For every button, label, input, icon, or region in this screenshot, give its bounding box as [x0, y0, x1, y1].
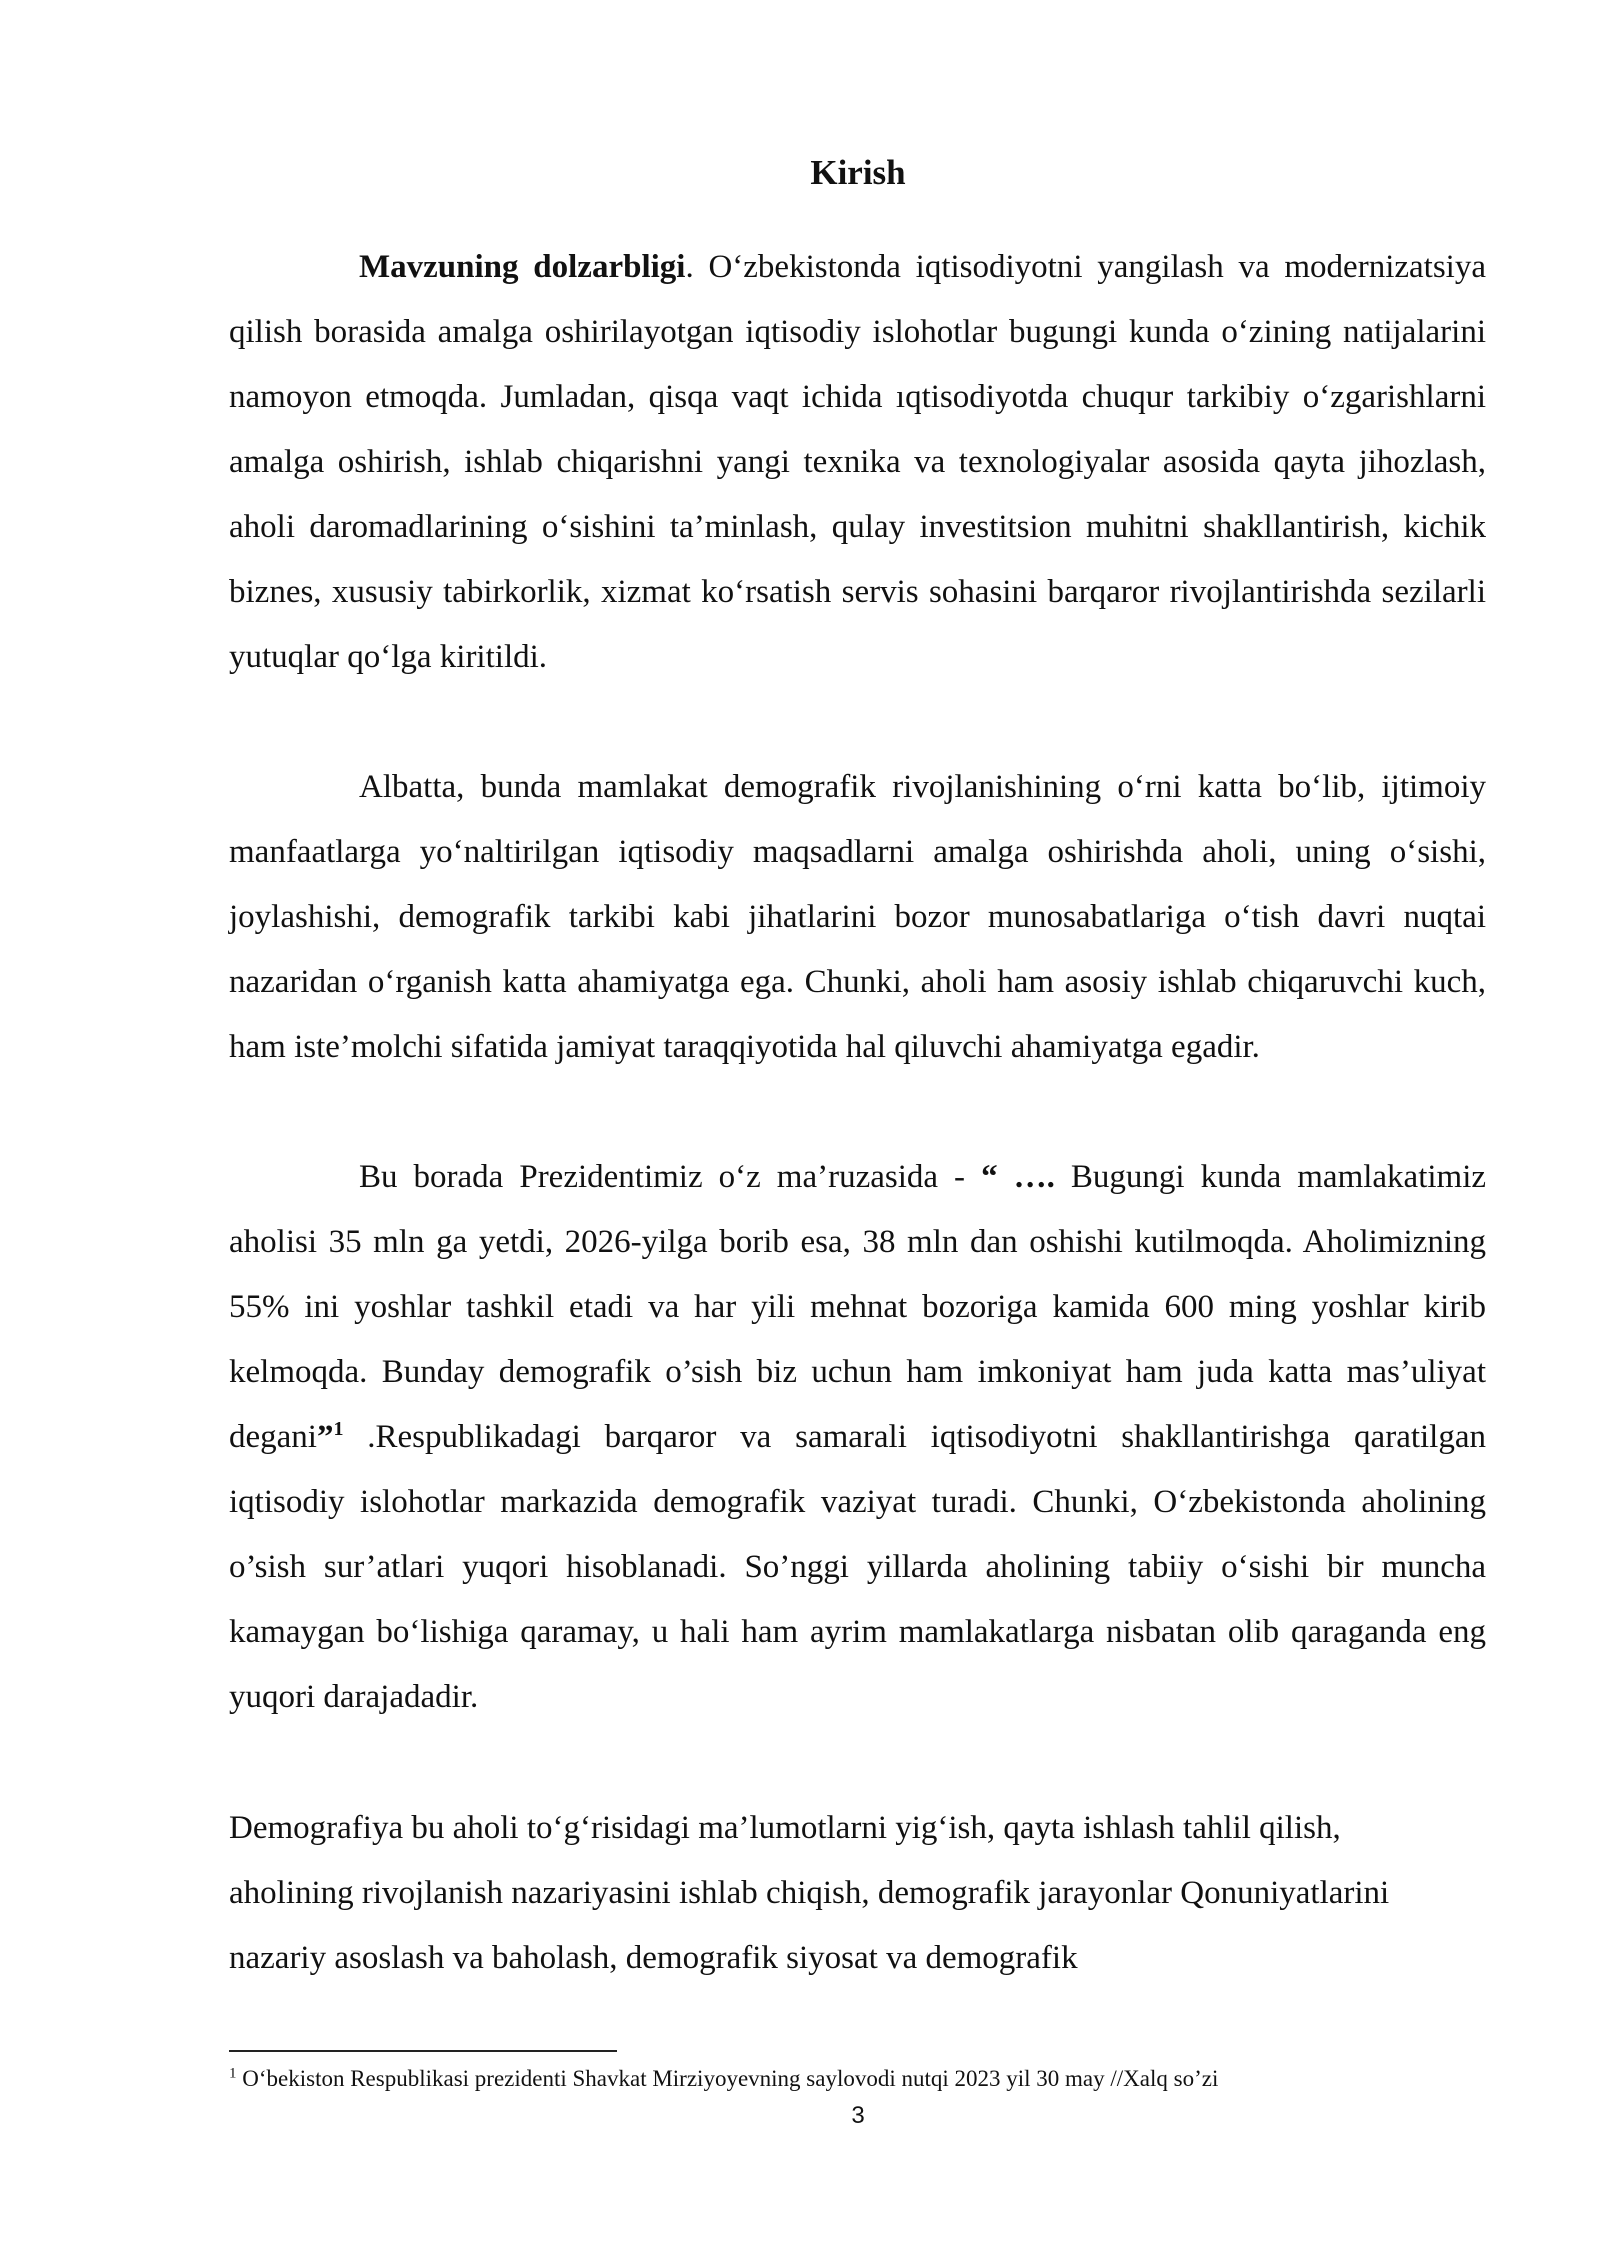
paragraph-president-quote: [229, 1145, 1486, 1730]
page-title: Kirish: [810, 153, 906, 192]
footnote-reference: 1: [333, 1418, 344, 1440]
paragraph-relevance: [229, 235, 1486, 690]
paragraph-text: .Respublikadagi barqaror va samarali iqtisodiyotni shakllantirishga qaratilgan iqtisodiy islohotlar markazida demografik vaziyat turadi. Chunki, O‘zbekistonda aholining o’sish sur’atlari yuqori hisoblanadi. So’nggi yillarda aholining tabiiy o‘sishi bir muncha kamaygan bo‘lishiga qaramay, u hali ham ayrim mamlakatlarga nisbatan olib qaraganda eng yuqori darajadadir.: [229, 1419, 1486, 1715]
paragraph-text: Demografiya bu aholi to‘g‘risidagi ma’lumotlarni yig‘ish, qayta ishlash tahlil qilish, aholining rivojlanish nazariyasini ishlab chiqish, demografik jarayonlar Qonuniyatlarini nazariy asoslash va baholash, demografik siyosat va demografik: [229, 1810, 1390, 1976]
paragraph-text: Albatta, bunda mamlakat demografik rivojlanishining o‘rni katta bo‘lib, ijtimoiy manfaatlarga yo‘naltirilgan iqtisodiy maqsadlarni amalga oshirishda aholi, uning o‘sishi, joylashishi, demografik tarkibi kabi jihatlarini bozor munosabatlariga o‘tish davri nuqtai nazaridan o‘rganish katta ahamiyatga ega. Chunki, aholi ham asosiy ishlab chiqaruvchi kuch, ham iste’molchi sifatida jamiyat taraqqiyotida hal qiluvchi ahamiyatga egadir.: [229, 769, 1486, 1065]
paragraph-definition: [229, 1796, 1459, 1991]
page-number: 3: [851, 2102, 865, 2129]
close-quote-mark: ”: [316, 1419, 334, 1455]
paragraph-text: . O‘zbekistonda iqtisodiyotni yangilash va modernizatsiya qilish borasida amalga oshirilayotgan iqtisodiy islohotlar bugungi kunda o‘zining natijalarini namoyon etmoqda. Jumladan, qisqa vaqt ichida ıqtisodiyotda chuqur tarkibiy o‘zgarishlarni amalga oshirish, ishlab chiqarishni yangi texnika va texnologiyalar asosida qayta jihozlash, aholi daromadlarining o‘sishini ta’minlash, qulay investitsion muhitni shakllantirish, kichik biznes, xususiy tabirkorlik, xizmat ko‘rsatish servis sohasini barqaror rivojlantirishda sezilarli yutuqlar qo‘lga kiritildi.: [229, 249, 1486, 675]
footnote-text: O‘bekiston Respublikasi prezidenti Shavkat Mirziyoyevning saylovodi nutqi 2023 yil 30 may //Xalq so’zi: [236, 2066, 1219, 2091]
open-quote-mark: “ ….: [981, 1159, 1055, 1195]
footnote: [229, 2064, 1529, 2094]
footnote-number: 1: [229, 2065, 237, 2082]
paragraph-demographics: [229, 755, 1486, 1080]
quote-intro: Bu borada Prezidentimiz o‘z ma’ruzasida -: [359, 1159, 982, 1195]
quote-text: Bugungi kunda mamlakatimiz aholisi 35 mln ga yetdi, 2026-yilga borib esa, 38 mln dan oshishi kutilmoqda. Aholimizning 55% ini yoshlar tashkil etadi va har yili mehnat bozoriga kamida 600 ming yoshlar kirib kelmoqda. Bunday demografik o’sish biz uchun ham imkoniyat ham juda katta mas’uliyat degani: [229, 1159, 1487, 1455]
footnote-separator: [229, 2050, 617, 2052]
relevance-heading: Mavzuning dolzarbligi: [359, 249, 686, 285]
